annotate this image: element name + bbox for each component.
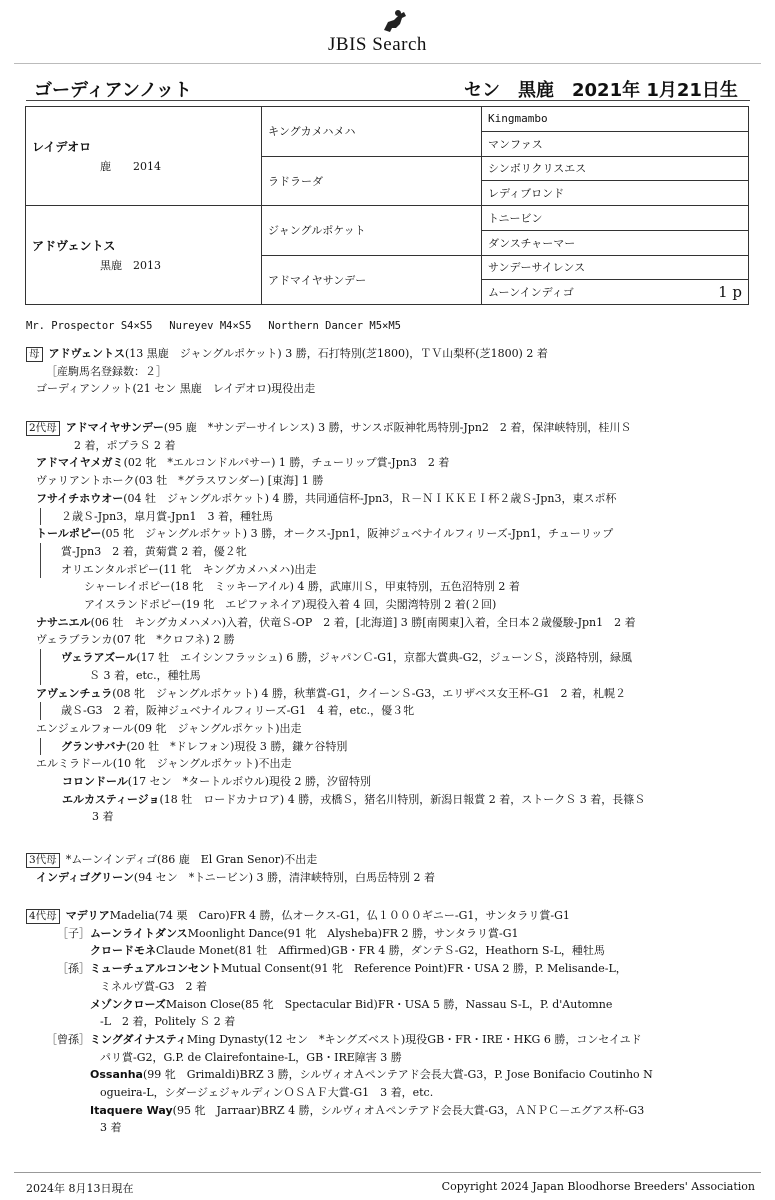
- third-entry-detail: (94 セン *トニービン) 3 勝，清津峡特別，白馬岳特別 2 着: [133, 870, 436, 884]
- entry-detail: ミネルヴ賞-G3 2 着: [100, 979, 207, 993]
- third-entry-name: インディゴグリーン: [36, 870, 134, 884]
- entry-detail: 3 着: [92, 810, 114, 824]
- entry-name: メゾンクローズ: [90, 997, 166, 1011]
- entry-name: ミングダイナスティ: [90, 1032, 187, 1046]
- entry-detail: (05 牝 ジャングルポケット) 3 勝，オークス-Jpn1，阪神ジュベナイルフィリーズ-Jpn1，チューリップ: [101, 527, 614, 541]
- entry-name: アヴェンチュラ: [36, 686, 113, 700]
- second-dam-tag: 2代母: [26, 421, 60, 436]
- horse-info: セン 黒鹿 2021年 1月21日生: [464, 80, 738, 101]
- entry-name: ヴェラアズール: [61, 651, 137, 665]
- entry-detail: Madelia(74 栗 Caro)FR 4 勝，仏オークス-G1，仏１０００ギニー-G1，サンタラリ賞-G1: [109, 909, 570, 922]
- entry-detail: ogueira-L，シダージェジャルディンＯＳＡＦ大賞-G1 3 着，etc.: [100, 1086, 434, 1100]
- entry-detail: (95 鹿 *サンデーサイレンス) 3 勝，サンスポ阪神牝馬特別-Jpn2 2 着，保津峡特別，桂川Ｓ: [163, 421, 632, 434]
- fourth-dam-section: [26, 907, 746, 1137]
- entry-detail: Ming Dynasty(12 セン *キングズベスト)現役GB・FR・IRE・HKG 6 勝，コンセイユド: [186, 1032, 642, 1046]
- label-great-grandchild: ［曾孫］: [46, 1032, 90, 1046]
- label-grandchild: ［孫］: [57, 962, 90, 976]
- entry-detail: (02 牝 *エルコンドルパサー) 1 勝，チューリップ賞-Jpn3 2 着: [123, 456, 450, 470]
- dam-info: 黒鹿 2013: [100, 259, 161, 272]
- third-dam-tag: 3代母: [26, 853, 60, 868]
- header-divider: [14, 63, 761, 64]
- inbreeding-line: Mr. Prospector S4×S5 Nureyev M4×S5 Northern Dancer M5×M5: [26, 320, 402, 332]
- dam-section: [26, 345, 746, 398]
- title-underline: [26, 100, 750, 101]
- entry-detail: アイスランドポピー(19 牝 エピファネイア)現役入着 4 回，尖閣湾特別 2 着(２回): [84, 598, 497, 612]
- entry-detail: 2 着，ポプラＳ 2 着: [74, 438, 176, 452]
- entry-detail: 3 着: [100, 1121, 122, 1135]
- third-dam-section: [26, 851, 746, 886]
- entry-name: クロードモネ: [90, 944, 156, 958]
- second-dam-section: [26, 419, 746, 826]
- dam-line-name: アドヴェントス: [48, 347, 125, 360]
- entry-detail: (20 牡 *ドレフォン)現役 3 勝，鎌ケ谷特別: [126, 739, 348, 753]
- entry-detail: ヴェラブランカ(07 牝 *クロフネ) 2 勝: [36, 633, 235, 647]
- entry-detail: Claude Monet(81 牡 Affirmed)GB・FR 4 勝，ダンテＳ-G2，Heathorn S-L，種牡馬: [156, 944, 605, 958]
- entry-detail: Moonlight Dance(91 牝 Alysheba)FR 2 勝，サンタラリ賞-G1: [187, 926, 519, 940]
- entry-detail: 歳Ｓ-G3 2 着，阪神ジュベナイルフィリーズ-G1 4 着，etc.，優３牝: [61, 704, 415, 718]
- entry-detail: ２歳Ｓ-Jpn3，皐月賞-Jpn1 3 着，種牡馬: [61, 509, 273, 523]
- dam-cell: [26, 206, 262, 305]
- entry-detail: オリエンタルポピー(11 牝 キングカメハメハ)出走: [61, 562, 317, 576]
- dam-foal-count: ［産駒馬名登録数：２］: [46, 364, 167, 378]
- logo-text: JBIS Search: [328, 34, 427, 55]
- pedigree-table: [25, 106, 749, 305]
- dam-line-rest: (13 黒鹿 ジャングルポケット) 3 勝，石打特別(芝1800)，ＴＶ山梨杯(芝1800) 2 着: [124, 347, 548, 360]
- entry-name: エルカスティージョ: [62, 792, 160, 806]
- entry-name: グランサバナ: [61, 739, 127, 753]
- horse-name: ゴーディアンノット: [34, 80, 192, 101]
- entry-name: Itaquere Way: [90, 1103, 173, 1117]
- footer-copyright: Copyright 2024 Japan Bloodhorse Breeders' Association: [441, 1180, 755, 1193]
- ddd-note: 1 p: [718, 283, 742, 302]
- dam-sire[interactable]: ジャングルポケット: [262, 206, 482, 256]
- dss[interactable]: トニービン: [482, 206, 749, 231]
- entry-detail: (99 牝 Grimaldi)BRZ 3 勝，シルヴィオＡペンテアド会長大賞-G3，P. Jose Bonifacio Coutinho N: [142, 1068, 653, 1082]
- ddd[interactable]: ムーンインディゴ: [488, 286, 574, 300]
- entry-detail: -L 2 着，Politely Ｓ 2 着: [100, 1015, 236, 1029]
- sire-sire[interactable]: キングカメハメハ: [262, 107, 482, 157]
- fourth-dam-tag: 4代母: [26, 909, 60, 924]
- ddd-cell: [482, 280, 749, 305]
- entry-detail: (04 牡 ジャングルポケット) 4 勝，共同通信杯-Jpn3，Ｒ－ＮＩＫＫＥＩ杯２歳Ｓ-Jpn3，東スポ杯: [123, 491, 617, 505]
- entry-name: アドマイヤサンデー: [65, 421, 164, 434]
- entry-name: ムーンライトダンス: [90, 926, 188, 940]
- label-child: ［子］: [57, 926, 90, 940]
- third-dam-line: *ムーンインディゴ(86 鹿 El Gran Senor)不出走: [65, 853, 318, 866]
- dam-name[interactable]: アドヴェントス: [32, 239, 116, 253]
- sire-info: 鹿 2014: [100, 160, 161, 173]
- entry-detail: (17 セン *タートルボウル)現役 2 勝，汐留特別: [127, 775, 372, 789]
- entry-name: ミューチュアルコンセント: [90, 962, 222, 976]
- sire-dam[interactable]: ラドラーダ: [262, 156, 482, 206]
- entry-name: コロンドール: [62, 775, 128, 789]
- entry-detail: エンジェルフォール(09 牝 ジャングルポケット)出走: [36, 721, 302, 735]
- entry-detail: エルミラドール(10 牝 ジャングルポケット)不出走: [36, 757, 292, 771]
- sire-cell: [26, 107, 262, 206]
- sire-name[interactable]: レイデオロ: [32, 140, 92, 154]
- entry-detail: (18 牡 ロードカナロア) 4 勝，戎橋Ｓ，猪名川特別，新潟日報賞 2 着，ストークＳ 3 着，長篠Ｓ: [159, 792, 646, 806]
- entry-name: アドマイヤメガミ: [36, 456, 124, 470]
- entry-detail: Mutual Consent(91 牝 Reference Point)FR・USA 2 勝，P. Melisande-L，: [221, 962, 627, 976]
- ssd[interactable]: マンファス: [482, 131, 749, 156]
- entry-detail: (95 牝 Jarraar)BRZ 4 勝，シルヴィオＡペンテアド会長大賞-G3，ＡＮＰＣ－エグアス杯-G3: [172, 1103, 645, 1117]
- entry-detail: (06 牡 キングカメハメハ)入着，伏竜Ｓ-OP 2 着，[北海道] 3 勝[南関東]入着，全日本２歳優駿-Jpn1 2 着: [90, 615, 636, 629]
- entry-name: ナサニエル: [36, 615, 91, 629]
- horse-rider-icon: [378, 8, 412, 36]
- entry-detail: (08 牝 ジャングルポケット) 4 勝，秋華賞-G1，クイーンＳ-G3，エリザベス女王杯-G1 2 着，札幌２: [112, 686, 626, 700]
- dam-tag: 母: [26, 347, 43, 362]
- entry-detail: (17 牡 エイシンフラッシュ) 6 勝，ジャパンＣ-G1，京都大賞典-G2，ジューンＳ，淡路特別，緑風: [136, 651, 633, 665]
- entry-name: マデリア: [65, 909, 110, 922]
- entry-detail: 賞-Jpn3 2 着，黄菊賞 2 着，優２牝: [61, 544, 247, 558]
- jbis-logo[interactable]: [320, 8, 470, 56]
- entry-detail: Ｓ 3 着，etc.，種牡馬: [89, 668, 201, 682]
- dsd[interactable]: ダンスチャーマー: [482, 230, 749, 255]
- entry-detail: シャーレイポピー(18 牝 ミッキーアイル) 4 勝，武庫川Ｓ，甲東特別，五色沼特別 2 着: [84, 580, 520, 594]
- footer-date: 2024年 8月13日現在: [26, 1182, 134, 1195]
- footer-divider: [14, 1172, 761, 1173]
- entry-name: Ossanha: [90, 1068, 143, 1082]
- dam-offspring: ゴーディアンノット(21 セン 黒鹿 レイデオロ)現役出走: [36, 382, 316, 396]
- entry-name: トールポピー: [36, 527, 102, 541]
- sss[interactable]: Kingmambo: [482, 107, 749, 132]
- entry-name: フサイチホウオー: [36, 491, 124, 505]
- dds[interactable]: サンデーサイレンス: [482, 255, 749, 280]
- dam-dam[interactable]: アドマイヤサンデー: [262, 255, 482, 305]
- sds[interactable]: シンボリクリスエス: [482, 156, 749, 181]
- entry-detail: Maison Close(85 牝 Spectacular Bid)FR・USA 5 勝，Nassau S-L，P. d'Automne: [165, 997, 613, 1011]
- entry-detail: パリ賞-G2，G.P. de Clairefontaine-L，GB・IRE障害 3 勝: [100, 1050, 402, 1064]
- sdd[interactable]: レディブロンド: [482, 181, 749, 206]
- entry-detail: ヴァリアントホーク(03 牡 *グラスワンダー) [東海] 1 勝: [36, 474, 324, 488]
